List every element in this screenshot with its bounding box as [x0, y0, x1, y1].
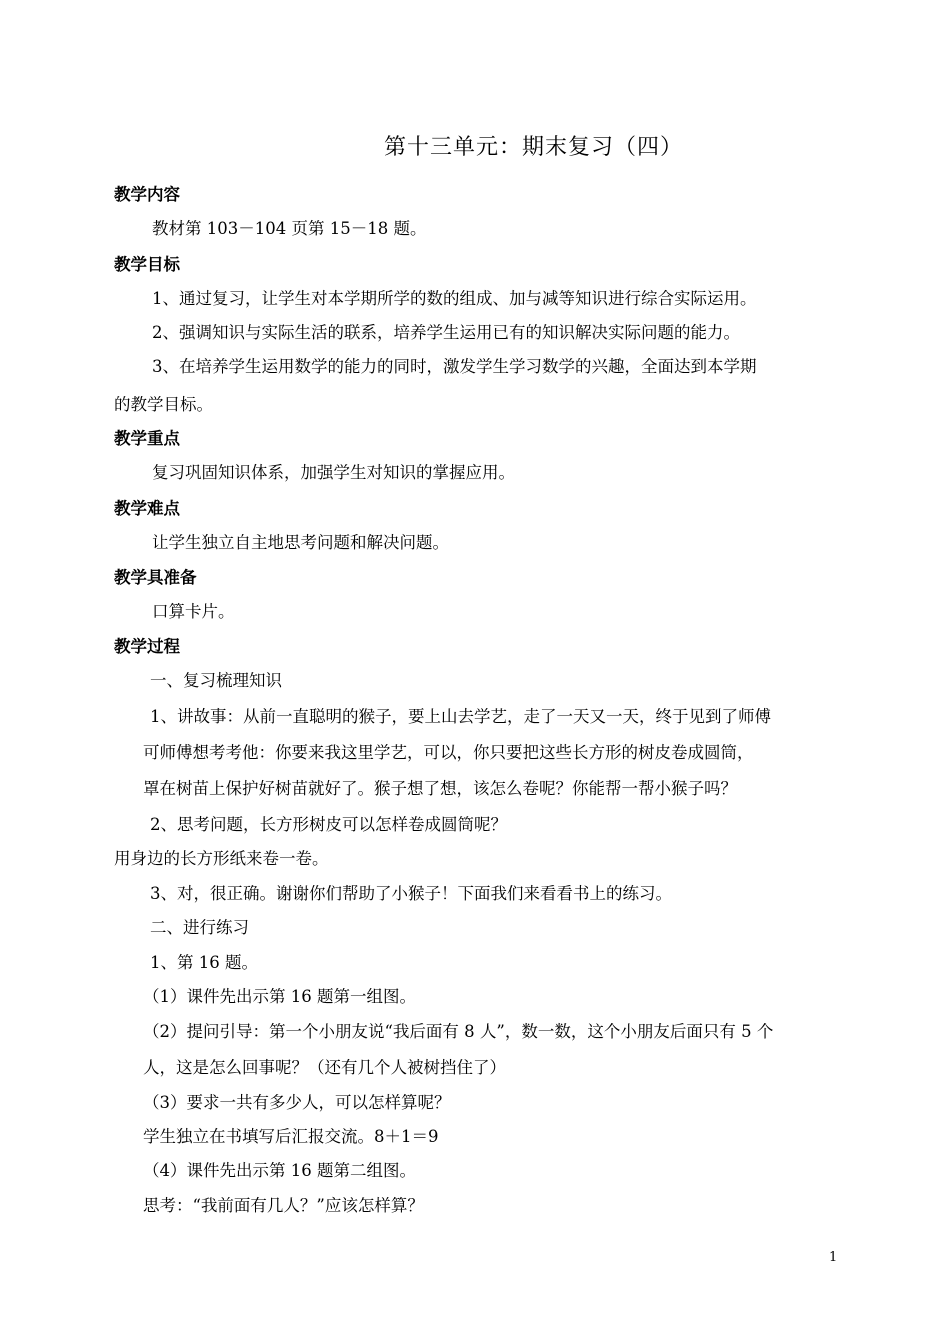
paragraph-line: 一、复习梳理知识: [150, 671, 282, 690]
paragraph-line: 2、强调知识与实际生活的联系，培养学生运用已有的知识解决实际问题的能力。: [152, 323, 740, 342]
paragraph-line: 3、对，很正确。谢谢你们帮助了小猴子！下面我们来看看书上的练习。: [150, 884, 672, 903]
paragraph-line: 可师傅想考考他：你要来我这里学艺，可以，你只要把这些长方形的树皮卷成圆筒，: [143, 743, 754, 762]
paragraph-line: 3、在培养学生运用数学的能力的同时，激发学生学习数学的兴趣，全面达到本学期: [152, 357, 757, 376]
paragraph-line: （3）要求一共有多少人，可以怎样算呢？: [143, 1093, 451, 1112]
paragraph-line: （4）课件先出示第 16 题第二组图。: [143, 1161, 416, 1180]
paragraph-line: 学生独立在书填写后汇报交流。8＋1＝9: [143, 1127, 439, 1146]
section-heading-materials: 教学具准备: [114, 568, 197, 587]
section-heading-objectives: 教学目标: [114, 255, 180, 274]
paragraph-line: 的教学目标。: [114, 395, 213, 414]
paragraph-line: 2、思考问题，长方形树皮可以怎样卷成圆筒呢？: [150, 815, 507, 834]
page-number: 1: [829, 1250, 838, 1265]
section-heading-content: 教学内容: [114, 185, 180, 204]
paragraph-line: 用身边的长方形纸来卷一卷。: [114, 849, 329, 868]
paragraph-line: 复习巩固知识体系，加强学生对知识的掌握应用。: [152, 463, 515, 482]
section-heading-key-points: 教学重点: [114, 429, 180, 448]
paragraph-line: （1）课件先出示第 16 题第一组图。: [143, 987, 416, 1006]
paragraph-line: 人，这是怎么回事呢？（还有几个人被树挡住了）: [143, 1058, 506, 1077]
paragraph-line: 罩在树苗上保护好树苗就好了。猴子想了想，该怎么卷呢？你能帮一帮小猴子吗？: [143, 779, 737, 798]
paragraph-line: 口算卡片。: [152, 602, 235, 621]
paragraph-line: 1、讲故事：从前一直聪明的猴子，要上山去学艺，走了一天又一天，终于见到了师傅: [150, 707, 771, 726]
section-heading-difficulties: 教学难点: [114, 499, 180, 518]
section-heading-process: 教学过程: [114, 637, 180, 656]
paragraph-line: 二、进行练习: [150, 918, 249, 937]
paragraph-line: （2）提问引导：第一个小朋友说“我后面有 8 人”，数一数，这个小朋友后面只有 5 个: [143, 1022, 774, 1041]
paragraph-line: 教材第 103－104 页第 15－18 题。: [152, 219, 427, 238]
paragraph-line: 思考：“我前面有几人？”应该怎样算？: [143, 1196, 424, 1215]
paragraph-line: 1、第 16 题。: [150, 953, 258, 972]
page-title: 第十三单元：期末复习（四）: [384, 135, 684, 160]
paragraph-line: 让学生独立自主地思考问题和解决问题。: [152, 533, 449, 552]
paragraph-line: 1、通过复习，让学生对本学期所学的数的组成、加与减等知识进行综合实际运用。: [152, 289, 757, 308]
